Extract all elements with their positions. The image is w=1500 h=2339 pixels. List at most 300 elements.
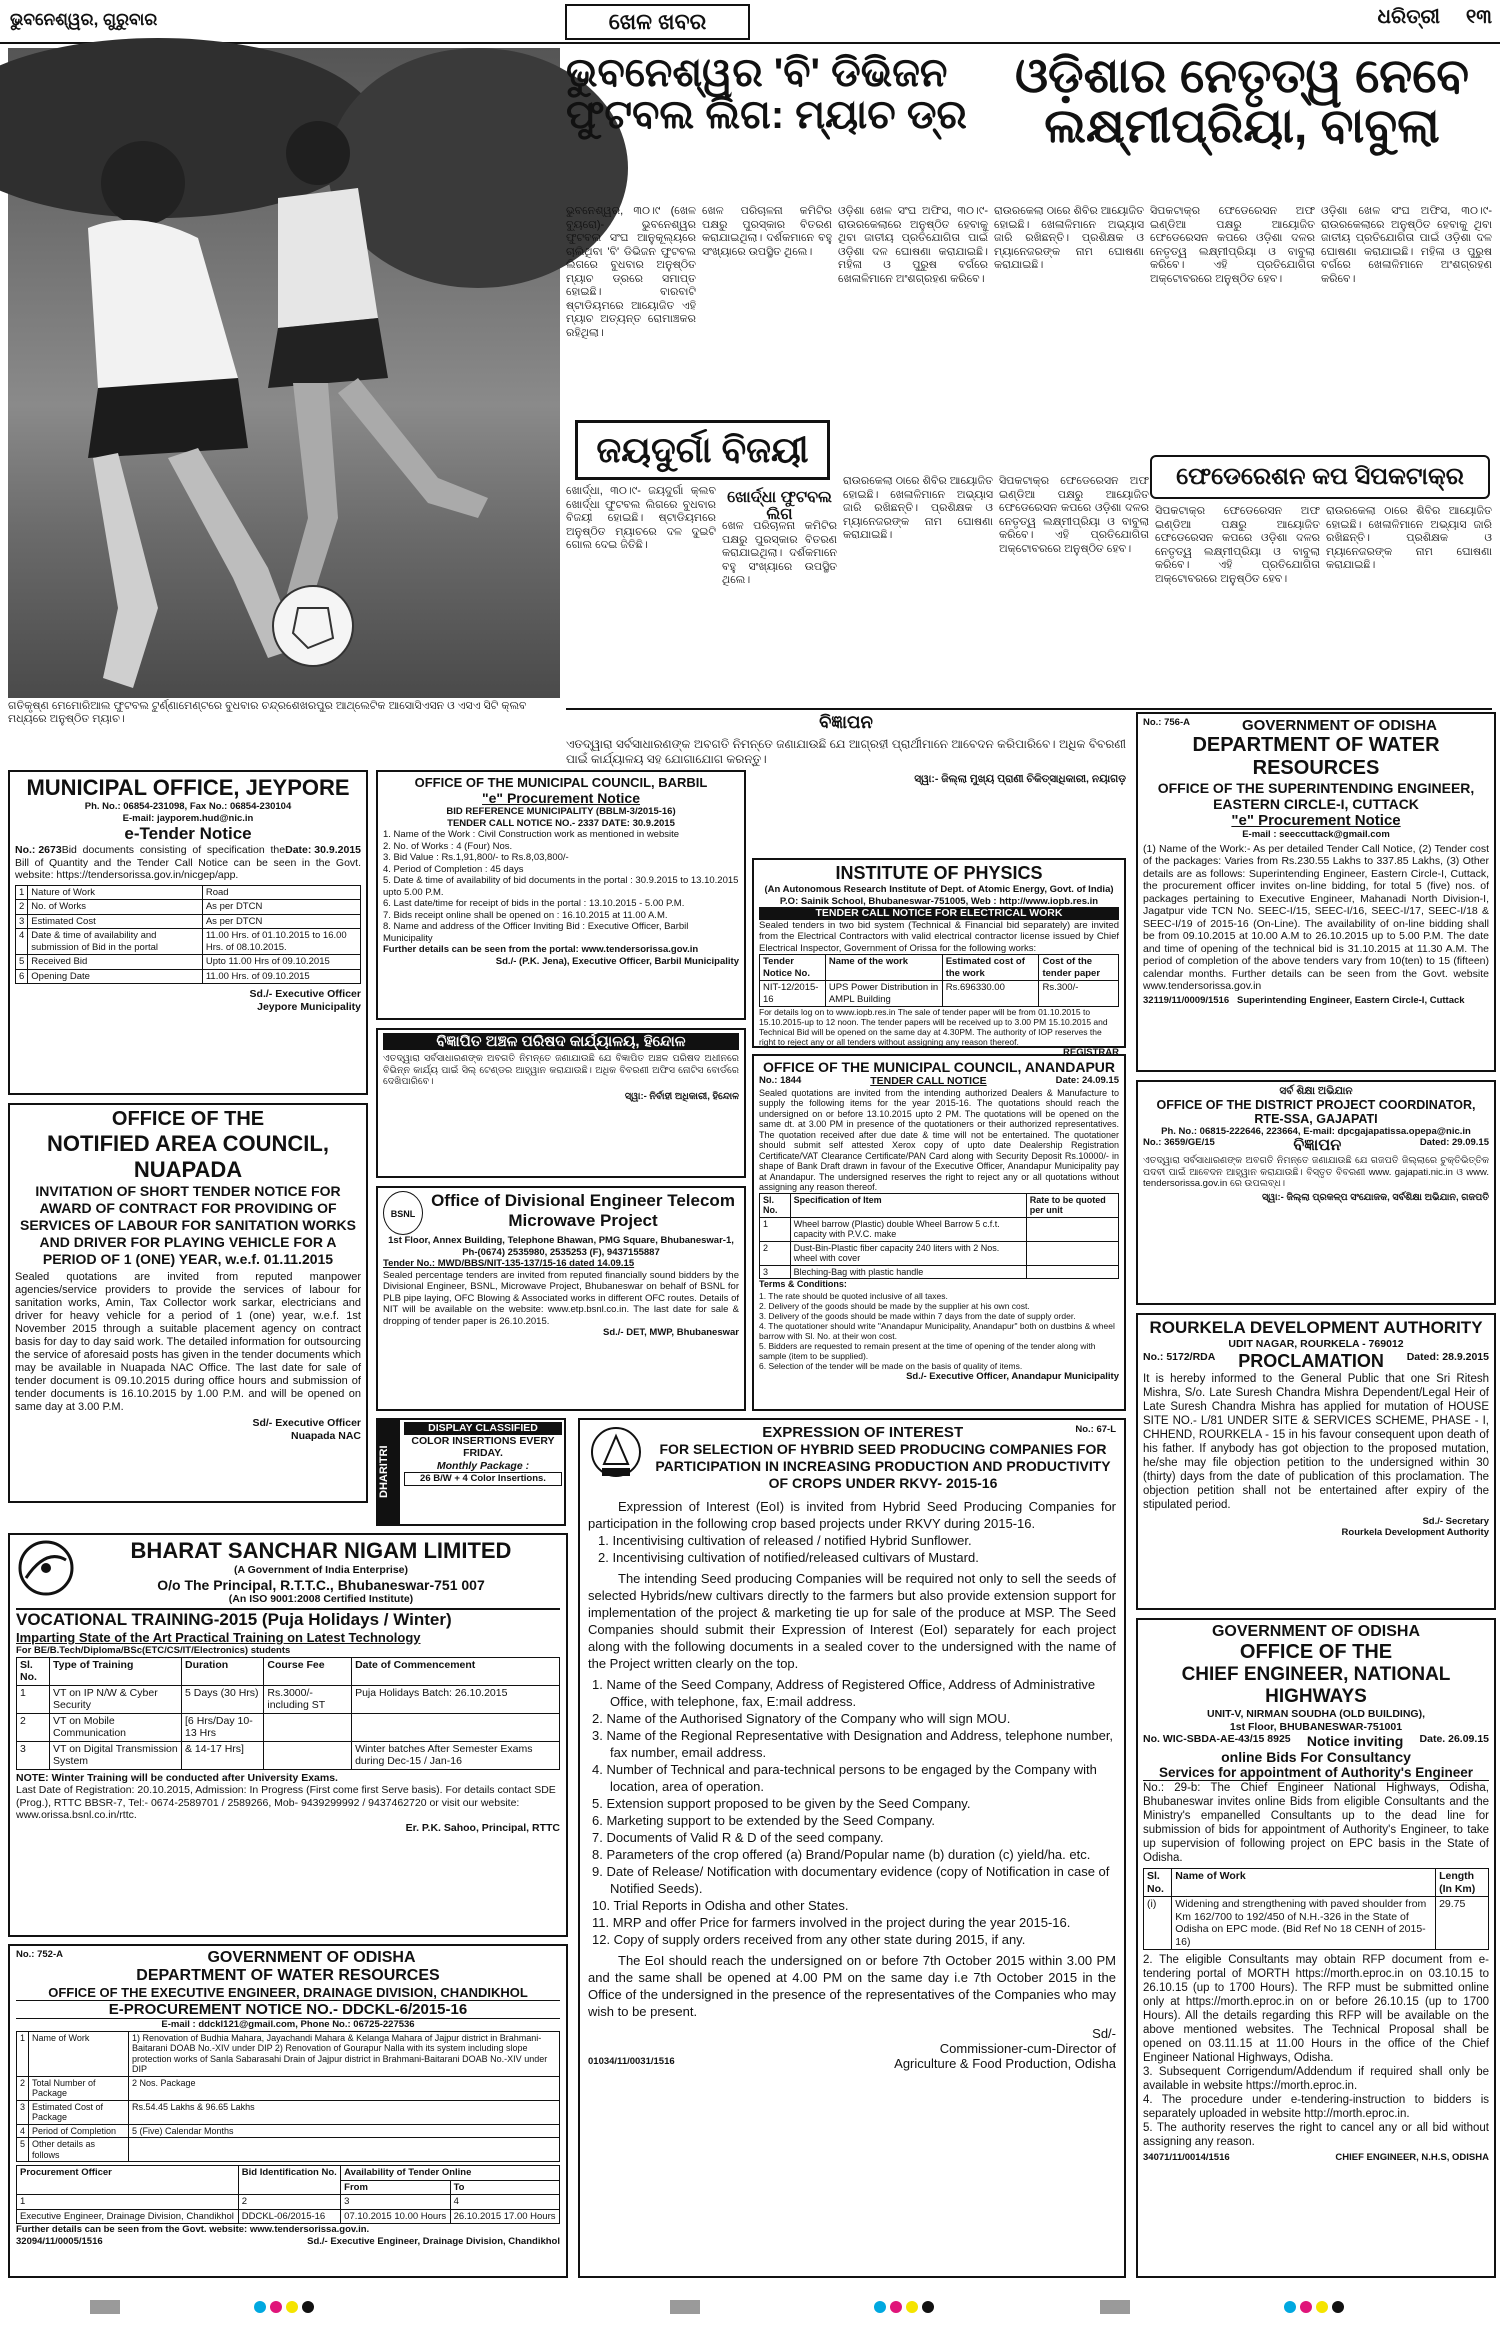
table-cell: 11.00 Hrs. of 09.10.2015: [202, 969, 360, 984]
ad-jeypore-municipality: [8, 770, 368, 1095]
eoi-title: EXPRESSION OF INTEREST: [762, 1424, 964, 1441]
notice-body: ଏତଦ୍ୱାରା ସର୍ବସାଧାରଣଙ୍କ ଅବଗତି ନିମନ୍ତେ ଜଣାଯାଉଛି ଯେ ବିଜ୍ଞାପିତ ଅଞ୍ଚଳ ପରିଷଦ ଅଧୀନରେ ବିଭିନ୍ନ କାର୍ଯ୍ୟ ପାଇଁ ସିଲ୍ ଟେଣ୍ଡର ଆହ୍ୱାନ କରାଯାଉଛି। ଅଧିକ ବିବରଣୀ ଅଫିସ ନୋଟିସ ବୋର୍ଡରେ ଦେଖିପାରିବେ।: [383, 1053, 739, 1087]
col-header: Date of Commencement: [352, 1657, 560, 1685]
table-cell: & 14-17 Hrs]: [182, 1741, 264, 1769]
notice-heading-2: Services for appointment of Authority's Engineer: [1143, 1765, 1489, 1781]
office-title: OFFICE OF THE DISTRICT PROJECT COORDINATOR, RTE-SSA, GAJAPATI: [1156, 1097, 1476, 1126]
col-header: Estimated cost of the work: [942, 955, 1039, 981]
table-cell: [6 Hrs/Day 10-13 Hrs: [182, 1713, 264, 1741]
article-fed-col2: ରାଉରକେଲା ଠାରେ ଶିବିର ଆୟୋଜିତ ହୋଇଛି। ଖେଳାଳିମାନେ ଅଭ୍ୟାସ ଜାରି ରଖିଛନ୍ତି। ପ୍ରଶିକ୍ଷକ ଓ ମ୍ୟାନେଜରଙ୍କ ନାମ ଘୋଷଣା କରାଯାଇଛି।: [1326, 505, 1492, 571]
headline-bbsr-league: ଭୁବନେଶ୍ୱର 'ବି' ଡିଭିଜନ ଫୁଟବଲ ଲିଗ: ମ୍ୟାଚ ଡ୍ର: [566, 51, 967, 137]
page-date: ଭୁବନେଶ୍ୱର, ଗୁରୁବାର: [10, 10, 158, 29]
notice-number: No.: 67-L: [1075, 1424, 1116, 1435]
color-dot: [890, 2301, 902, 2313]
ad-dharitri-display: [376, 1418, 566, 1526]
table-cell: [264, 1713, 352, 1741]
govt-title: GOVERNMENT OF ODISHA: [207, 1949, 416, 1966]
list-item: 5. The authority reserves the right to cancel any or all bid without assigning any reason.: [1143, 2122, 1489, 2148]
headline-jayadurga: ଜୟଦୁର୍ଗା ବିଜୟୀ: [575, 420, 830, 480]
table-cell: [1026, 1217, 1118, 1241]
notice-type: TENDER CALL NOTICE: [870, 1075, 987, 1087]
notice-number: No.: 2673: [15, 844, 62, 856]
list-item: 2. The eligible Consultants may obtain RFP document from e-tendering portal of MORTH https://morth.eproc.in on 03.10.15 to 26.10.15 (up to 1700 Hours). The RFP must be submitted online only at https://morth.eproc.in on or before 26.10.15 (up to 1700 Hours). All the details regarding this RFP will be available on the above mentioned websites. The Technical Proposal shall be opened on 03.11.15 at 11.00 Hours in the office of the Chief Engineer National Highways, Odisha.: [1143, 1954, 1489, 2064]
table-row: [760, 1241, 1119, 1265]
table-cell: Date & time of availability and submission of Bid in the portal: [28, 929, 203, 955]
institute-title: INSTITUTE OF PHYSICS: [835, 863, 1043, 883]
notice-date: Date. 26.09.15: [1419, 1733, 1489, 1745]
article-odisha-col4: ଓଡ଼ିଶା ଖେଳ ସଂଘ ଅଫିସ, ୩୦।୯- ରାଉରକେଲାରେ ଅନୁଷ୍ଠିତ ହେବାକୁ ଥିବା ଜାତୀୟ ପ୍ରତିଯୋଗିତା ପାଇଁ ଓଡ଼ିଶା ଦଳ ଘୋଷଣା କରାଯାଇଛି। ମହିଳା ଓ ପୁରୁଷ ବର୍ଗରେ ଖେଳାଳିମାନେ ଅଂଶଗ୍ରହଣ କରିବେ।: [1321, 205, 1492, 285]
table-cell: 3: [17, 2100, 29, 2124]
list-item: 6. Marketing support to be extended by the Seed Company.: [592, 1813, 936, 1828]
table-cell: 4: [450, 2195, 559, 2210]
notice-number: No.: 756-A: [1143, 717, 1190, 728]
signature-title: Sd/- Executive Officer: [252, 1417, 361, 1429]
bsnl-logo: BSNL: [383, 1191, 423, 1235]
table-cell: Period of Completion: [29, 2124, 129, 2138]
table-row: [17, 1685, 560, 1713]
color-dot: [302, 2301, 314, 2313]
office-address: 1st Floor, BHUBANESWAR-751001: [1229, 1720, 1403, 1733]
office-address: 1st Floor, Annex Building, Telephone Bhawan, PMG Square, Bhubaneswar-1, Ph-(0674) 2535980, 2535253 (F), 9437155887: [388, 1235, 734, 1258]
ssa-banner: ସର୍ବ ଶିକ୍ଷା ଅଭିଯାନ: [1279, 1085, 1353, 1097]
headline-federation-cup: ଫେଡେରେଶନ କପ ସିପକଟାକ୍ର: [1150, 455, 1490, 499]
table-cell: Puja Holidays Batch: 26.10.2015: [352, 1685, 560, 1713]
department-title: DEPARTMENT OF WATER RESOURCES: [1192, 734, 1440, 779]
office-title: OFFICE OF THE SUPERINTENDING ENGINEER, EASTERN CIRCLE-I, CUTTACK: [1157, 780, 1475, 812]
notice-type: "e" Procurement Notice: [482, 790, 640, 806]
table-cell: Estimated Cost: [28, 914, 203, 929]
table-row: [17, 2124, 560, 2138]
office-title: OFFICE OF THE EXECUTIVE ENGINEER, DRAINAGE DIVISION, CHANDIKHOL: [48, 1985, 528, 2000]
table-cell: 5: [16, 955, 28, 970]
list-item: 4. The procedure under e-tendering-instruction to bidders is separately uploaded in website http://morth.eproc.in.: [1143, 2094, 1489, 2120]
headline-khorda: ଖୋର୍ଦ୍ଧା ଫୁଟବଲ ଲିଗ: [727, 489, 832, 523]
table-cell: 4: [16, 929, 28, 955]
signature: Sd./- (P.K. Jena), Executive Officer, Barbil Municipality: [495, 955, 739, 967]
ref-number: 32094/11/0005/1516: [16, 2235, 103, 2247]
notice-number: No. WIC-SBDA-AE-43/15 8925: [1143, 1733, 1291, 1745]
headline-odisha-team: ଓଡ଼ିଶାର ନେତୃତ୍ୱ ନେବେ ଲକ୍ଷ୍ମୀପ୍ରିୟା, ବାବୁଲା: [1014, 50, 1470, 154]
table-cell: 2: [16, 900, 28, 915]
table-cell: Rs.696330.00: [942, 981, 1039, 1007]
ad-signature: ସ୍ୱା:- ଜିଲ୍ଲା ମୁଖ୍ୟ ପ୍ରାଣୀ ଚିକିତ୍ସାଧିକାରୀ, ନୟାଗଡ଼: [914, 773, 1126, 785]
football-players-illustration: [8, 48, 560, 698]
list-item: 6. Last date/time for receipt of bids in the portal : 13.10.2015 - 5.00 P.M.: [383, 898, 685, 909]
table-row: [760, 1265, 1119, 1279]
list-item: 3. Delivery of the goods should be made within 7 days from the date of supply order.: [759, 1310, 1076, 1321]
tender-call-notice: TENDER CALL NOTICE NO.- 2337 DATE: 30.9.2015: [447, 817, 675, 829]
col-header: Bid Identification No.: [238, 2166, 340, 2195]
signature: Sd./- Executive Officer, Anandapur Municipality: [906, 1370, 1119, 1382]
notice-items: [1143, 1953, 1489, 2149]
table-cell: 3: [341, 2195, 450, 2210]
table-cell: Widening and strengthening with paved shoulder from Km 162/700 to 192/450 of N.H.-326 in the State of Odisha on EPC mode. (Bid Ref No 18 CENH of 2015-16): [1172, 1897, 1436, 1950]
notice-heading: INVITATION OF SHORT TENDER NOTICE FOR AWARD OF CONTRACT FOR PROVIDING OF SERVICES OF LABOUR FOR SANITATION WORKS AND DRIVER FOR PLAYING VEHICLE FOR A PERIOD OF 1 (ONE) YEAR, w.e.f. 01.11.2015: [19, 1183, 356, 1267]
table-row: [17, 1741, 560, 1769]
newspaper-logo: ଧରିତ୍ରୀ: [1377, 6, 1440, 28]
table-cell: [264, 1741, 352, 1769]
list-item: 3. Subsequent Corrigendum/Addendum if required shall only be available in website https://morth.eproc.in.: [1143, 2066, 1489, 2092]
page-number: ୧୩: [1465, 6, 1492, 28]
col-header: Availability of Tender Online: [341, 2166, 560, 2181]
office-title-1: OFFICE OF THE: [111, 1108, 265, 1130]
list-item: 4. Period of Completion : 45 days: [383, 863, 524, 875]
note: NOTE: Winter Training will be conducted after University Exams.: [16, 1771, 338, 1784]
list-item: 8. Parameters of the crop offered (a) Brand/Popular name (b) duration (c) yield/ha. etc.: [592, 1847, 1091, 1862]
contact: E-mail : ddckl121@gmail.com, Phone No.: 06725-227536: [161, 2019, 415, 2030]
signature: REGISTRAR: [1063, 1047, 1119, 1058]
signature-office: Rourkela Development Authority: [1341, 1527, 1489, 1538]
table-cell: 1: [17, 2031, 29, 2076]
terms-title: Terms & Conditions:: [759, 1279, 847, 1289]
bid-reference: BID REFERENCE MUNICIPALITY (BBLM-3/2015-16): [446, 806, 676, 817]
signature: ସ୍ୱା:- ନିର୍ବାହୀ ଅଧିକାରୀ, ହିନ୍ଦୋଳ: [624, 1090, 739, 1102]
table-cell: Bleching-Bag with plastic handle: [790, 1265, 1026, 1279]
ad-hindol-nac: [376, 1028, 746, 1178]
table-cell: 3: [17, 1741, 50, 1769]
office-title: ବିଜ୍ଞାପିତ ଅଞ୍ଚଳ ପରିଷଦ କାର୍ଯ୍ୟାଳୟ, ହିନ୍ଦୋଳ: [383, 1033, 739, 1050]
notice-date: Dated: 28.9.2015: [1406, 1350, 1489, 1363]
table-cell: As per DTCN: [202, 914, 360, 929]
table-cell: Estimated Cost of Package: [29, 2100, 129, 2124]
list-item: 10. Trial Reports in Odisha and other States.: [592, 1898, 849, 1913]
table-cell: 29.75: [1436, 1897, 1489, 1950]
list-item: 5. Extension support proposed to be given by the Seed Company.: [592, 1796, 971, 1811]
table-cell: Road: [202, 885, 360, 900]
ad-title: DISPLAY CLASSIFIED: [404, 1422, 562, 1435]
work-table: [16, 2031, 560, 2163]
list-item: 5. Bidders are requested to remain present at the time of opening of the tender along with sample (item to be supplied).: [759, 1340, 1096, 1361]
notice-body: (1) Name of the Work:- As per detailed Tender Call Notice, (2) Tender cost of the packages: Varies from Rs.230.55 Lakhs to 337.85 Lakhs, (3) Other details are as follows: Superintending Engineer, Eastern Circle-I, Cuttack, the procurement officer invites on-line bidding, for total 5 (five) nos. of packages pertaining to Executive Engineer, Mahanadi North Division-I, Jagatpur vide TCN No. SEEC-I/15, SEEC-I/16, SEEC-I/17, SEEC-I/18 & SEEC-I/19 of 2015-16 (On-Line). The availability of on-line bidding shall be from 09.10.2015 at 10.00 A.M to 26.10.2015 up to 5.00 P.M. The date and time of opening of the technical bid is 31.10.2015 at 11.30 A.M. The period of completion of the above tenders vary from 10(ten) to 15 (fifteen) calendar months. Further details can be seen from the Govt. website www.tendersorissa.gov.in: [1143, 842, 1489, 992]
col-header: Sl. No.: [17, 1657, 50, 1685]
color-dot: [1284, 2301, 1296, 2313]
notice-type: E-PROCUREMENT NOTICE NO.- DDCKL-6/2015-16: [16, 2000, 560, 2019]
table-cell: [1026, 1265, 1118, 1279]
office-address: O/o The Principal, R.T.T.C., Bhubaneswar-751 007: [157, 1576, 485, 1593]
further-details: Further details can be seen from the portal: www.tendersorissa.gov.in: [383, 944, 699, 955]
table-cell: Nature of Work: [28, 885, 203, 900]
list-item: 1. Name of the Seed Company, Address of Registered Office, Address of Administrative Office, with telephone, fax, E:mail address.: [592, 1677, 1096, 1709]
signature-title: Sd./- Secretary: [1422, 1515, 1489, 1527]
ad-chandikhol-drainage: [8, 1944, 568, 2278]
table-cell: 1: [16, 885, 28, 900]
table-row: [17, 1713, 560, 1741]
notice-body: Sealed quotations are invited from the intending authorized Dealers & Manufacture to supply the following items for the year 2015-16. The quotations should reach the undersigned on or before 13.10.2015 upto 2 PM. The quotations will be opened on the same dt. at 3.00 PM in presence of the quotationers or their authorized representatives. The quotation received after due date & time will not be entertained. The quotationer should submit self attested Xerox copy of upto date Dealership Registration Certificate/VAT Clearance Certificate/PAN Card along with Security Deposit Rs.10000/- in shape of Bank Draft drawn in favour of the Executive Officer, Anandapur Municipality pay at Anandapur. The undersigned reserves the right to reject any or all quotations without assigning any reason thereof.: [759, 1087, 1119, 1192]
email: E-mail : seeccuttack@gmail.com: [1242, 829, 1390, 840]
table-cell: 5 (Five) Calendar Months: [129, 2124, 560, 2138]
list-item: 2. Name of the Authorised Signatory of the Company who will sign MOU.: [592, 1711, 1011, 1726]
table-cell: Executive Engineer, Drainage Division, Chandikhol: [17, 2209, 239, 2224]
notice-body: No.: 29-b: The Chief Engineer National Highways, Odisha, Bhubaneswar invites online Bids from eligible Consultants and the Ministry's empanelled Consultants up to the dead line for submission of bids for appointment of Authority's Engineer, to take up supervision of following project on EPC basis in the State of Odisha.: [1143, 1782, 1489, 1864]
signature-title: Sd./- Executive Officer: [249, 988, 361, 1000]
color-dot: [1316, 2301, 1328, 2313]
table-cell: UPS Power Distribution in AMPL Building: [825, 981, 942, 1007]
signature-block: [1143, 995, 1489, 1007]
notice-body: Sealed percentage tenders are invited from reputed financially sound bidders by the Divisional Engineer, BSNL, Microwave Project, Bhubaneswar on behalf of BSNL for PLB pipe laying, OFC Blowing & Associated works in different OFC routes. Details of NIT will be available on the website: www.etp.bsnl.co.in. The last date for sale & dropping of tender paper is 26.10.2015.: [383, 1269, 739, 1327]
signature: Er. P.K. Sahoo, Principal, RTTC: [405, 1821, 560, 1834]
eoi-deadline: The EoI should reach the undersigned on or before 7th October 2015 within 3.00 PM and the same shall be opened at 4.00 PM on the same day i.e 7th October 2015 in the Office of the undersigned in the presence of the representatives of the Companies who may wish to be present.: [588, 1953, 1116, 2019]
company-title: BHARAT SANCHAR NIGAM LIMITED: [130, 1538, 512, 1563]
print-registration-strip: [0, 2290, 1500, 2334]
section-title: ଖେଳ ଖବର: [565, 4, 750, 40]
color-dot: [906, 2301, 918, 2313]
table-cell: VT on IP N/W & Cyber Security: [50, 1685, 182, 1713]
table-cell: 2: [17, 2076, 29, 2100]
ad-bsnl-rttc: [8, 1533, 568, 1937]
table-cell: Received Bid: [28, 955, 203, 970]
notice-number: No.: 5172/RDA: [1143, 1350, 1216, 1363]
notice-number: No.: 1844: [759, 1075, 802, 1086]
ad-line-3: Monthly Package :: [436, 1459, 530, 1472]
list-item: 7. Bids receipt online shall be opened on : 16.10.2015 at 11.00 A.M.: [383, 909, 668, 921]
eligibility: For BE/B.Tech/Diploma/BSc(ETC/CS/IT/Electronics) students: [16, 1645, 291, 1656]
bsnl-logo-icon: [16, 1538, 76, 1598]
ad-expression-of-interest: [578, 1418, 1126, 2278]
signature: CHIEF ENGINEER, N.H.S, ODISHA: [1335, 2152, 1489, 2163]
table-cell: VT on Digital Transmission System: [50, 1741, 182, 1769]
list-item: 12. Copy of supply orders received from any other state during 2015, if any.: [592, 1932, 1026, 1947]
table-cell: Opening Date: [28, 969, 203, 984]
table-row: [17, 2100, 560, 2124]
ad-water-resources-cuttack: [1136, 712, 1496, 1072]
ad-title: ବିଜ୍ଞାପନ: [819, 712, 873, 732]
list-item: 4. Number of Technical and para-technical persons to be engaged by the Company with location, area of operation.: [592, 1762, 1097, 1794]
article-jay-col1: ଖୋର୍ଦ୍ଧା, ୩୦।୯- ଜୟଦୁର୍ଗା କ୍ଲବ ଖୋର୍ଦ୍ଧା ଫୁଟବଲ ଲିଗରେ ବୁଧବାର ବିଜୟୀ ହୋଇଛି। ଷ୍ଟାଡିୟମରେ ଅନୁଷ୍ଠିତ ମ୍ୟାଚରେ ଦଳ ଦୁଇଟି ଗୋଲ ଦେଇ ଜିତିଛି।: [566, 485, 716, 551]
training-heading: VOCATIONAL TRAINING-2015 (Puja Holidays / Winter): [16, 1608, 560, 1630]
table-cell: Rs.54.45 Lakhs & 96.65 Lakhs: [129, 2100, 560, 2124]
table-cell: 2 Nos. Package: [129, 2076, 560, 2100]
phone: Ph. No.: 06854-231098, Fax No.: 06854-230104: [84, 801, 292, 812]
notice-body: Bid documents consisting of specification the Bill of Quantity and the Tender Call Notice can be seen in the Govt. website: https://tendersorissa.gov.in/nicgep/app.: [15, 844, 361, 881]
article-odisha-col6: ସିପକଟାକ୍ର ଫେଡେରେସନ ଅଫ ଇଣ୍ଡିଆ ପକ୍ଷରୁ ଆୟୋଜିତ ଫେଡେରେସନ କପରେ ଓଡ଼ିଶା ଦଳର ନେତୃତ୍ୱ ଲକ୍ଷ୍ମୀପ୍ରିୟା ଓ ବାବୁଲା କରିବେ। ଏହି ପ୍ରତିଯୋଗିତା ଅକ୍ଟୋବରରେ ଅନୁଷ୍ଠିତ ହେବ।: [999, 475, 1149, 555]
notice-number: No.: 752-A: [16, 1949, 63, 1960]
table-cell: 5 Days (30 Hrs): [182, 1685, 264, 1713]
table-row: [16, 929, 361, 955]
table-cell: (i): [1144, 1897, 1172, 1950]
col-header: Tender Notice No.: [760, 955, 826, 981]
signature: ସ୍ୱା:- ଜିଲ୍ଲା ପ୍ରକଳ୍ପ ସଂଯୋଜକ, ସର୍ବଶିକ୍ଷା ଅଭିଯାନ, ଗଜପତି: [1261, 1191, 1489, 1203]
list-item: 7. Documents of Valid R & D of the seed company.: [592, 1830, 884, 1845]
grey-tile: [670, 2300, 700, 2314]
institute-address: P.O: Sainik School, Bhubaneswar-751005, Web : http://www.iopb.res.in: [779, 895, 1099, 907]
project-table: [1143, 1868, 1489, 1950]
company-subtitle: (A Government of India Enterprise): [233, 1564, 409, 1576]
notice-date: Dated: 29.09.15: [1419, 1137, 1489, 1148]
office-unit: UNIT-V, NIRMAN SOUDHA (OLD BUILDING),: [1207, 1708, 1425, 1720]
list-item: 1. The rate should be quoted inclusive of all taxes.: [759, 1290, 948, 1301]
list-item: 4. The quotationer should write "Anandapur Municipality, Anandapur" both on dustbins & wheel barrow with Sl. No. at their won cost.: [759, 1320, 1115, 1341]
col-header: Specification of Item: [790, 1193, 1026, 1217]
table-cell: 6: [16, 969, 28, 984]
table-cell: 5: [17, 2138, 29, 2162]
ad-body: ଏତଦ୍ୱାରା ସର୍ବସାଧାରଣଙ୍କ ଅବଗତି ନିମନ୍ତେ ଜଣାଯାଉଛି ଯେ ଆଗ୍ରହୀ ପ୍ରାର୍ଥୀମାନେ ଆବେଦନ କରିପାରିବେ। ଅଧିକ ବିବରଣୀ ପାଇଁ କାର୍ଯ୍ୟାଳୟ ସହ ଯୋଗାଯୋଗ କରନ୍ତୁ।: [566, 737, 1126, 766]
article-odisha-col3: ସିପକଟାକ୍ର ଫେଡେରେସନ ଅଫ ଇଣ୍ଡିଆ ପକ୍ଷରୁ ଆୟୋଜିତ ଫେଡେରେସନ କପରେ ଓଡ଼ିଶା ଦଳର ନେତୃତ୍ୱ ଲକ୍ଷ୍ମୀପ୍ରିୟା ଓ ବାବୁଲା କରିବେ। ଏହି ପ୍ରତିଯୋଗିତା ଅକ୍ଟୋବରରେ ଅନୁଷ୍ଠିତ ହେବ।: [1150, 205, 1315, 285]
ad-anandapur-municipality: [752, 1054, 1126, 1411]
list-item: 1. Name of the Work : Civil Construction work as mentioned in website: [383, 829, 680, 840]
table-cell: As per DTCN: [202, 900, 360, 915]
table-cell: No. of Works: [28, 900, 203, 915]
table-cell: 2: [238, 2195, 340, 2210]
color-dot: [254, 2301, 266, 2313]
ad-barbil-municipality: [376, 770, 746, 1020]
table-row: [760, 1217, 1119, 1241]
notice-body: It is hereby informed to the General Public that one Sri Ritesh Mishra, S/o. Late Suresh Chandra Mishra Dependent/Legal Heir of Late Suresh Chandra Mishra has applied for mutation of HOUSE SITE NO.- L/81 UNDER SITE & SERVICES SCHEME, PHASE - I, CHHEND, ROURKELA - 15 in his favour consequent upon death of his father. If anybody has got objection to the proposed mutation, he/she may file objection petition to the undersigned within 30 (thirty) days from the date of publication of this proclamation. The objection petition shall not be entertained after expiry of the stipulated period.: [1143, 1372, 1489, 1511]
col-header: Sl. No.: [1144, 1869, 1172, 1897]
table-cell: 2: [760, 1241, 791, 1265]
eoi-requirements: The intending Seed producing Companies will be required not only to sell the seeds of selected Hybrids/new cultivars directly to the farmers but also provide extension support for implementation of the project & marketing tie up for sale of the produce at MSP. The Seed Companies should submit their Expression of Interest (EoI) separately for each project along with the following documents in a sealed cover to the undersigned with the name of the Project written clearly on the top.: [588, 1571, 1116, 1671]
tender-table: [15, 885, 361, 985]
divider: [566, 708, 1492, 710]
table-cell: Rs.3000/- including ST: [264, 1685, 352, 1713]
col-header: Length (In Km): [1436, 1869, 1489, 1897]
list-item: 9. Date of Release/ Notification with documentary evidence (copy of Notification in case of Notified Seeds).: [592, 1864, 1110, 1896]
col-header: Sl. No.: [760, 1193, 791, 1217]
list-item: 8. Name and address of the Officer Inviting Bid : Executive Officer, Barbil Municipality: [383, 921, 689, 944]
table-cell: Total Number of Package: [29, 2076, 129, 2100]
signature: Superintending Engineer, Eastern Circle-I, Cuttack: [1237, 994, 1465, 1006]
color-dot: [874, 2301, 886, 2313]
photo-caption: ଗତିକୃଷ୍ଣ ମେମୋରିଆଲ ଫୁଟବଲ ଟୁର୍ଣ୍ଣାମେଣ୍ଟରେ ବୁଧବାର ଚନ୍ଦ୍ରଶେଖରପୁର ଆଥ୍ଲେଟିକ ଆସୋସିଏସନ ଓ ଏସଏ ସିଟି କ୍ଲବ ମଧ୍ୟରେ ଅନୁଷ୍ଠିତ ମ୍ୟାଚ।: [8, 700, 527, 725]
table-row: [16, 914, 361, 929]
odisha-emblem-icon: [588, 1424, 644, 1484]
list-item: 2. No. of Works : 4 (Four) Nos.: [383, 840, 513, 852]
table-cell: 07.10.2015 10.00 Hours: [341, 2209, 450, 2224]
table-cell: Name of Work: [29, 2031, 129, 2076]
eoi-signature-2: Commissioner-cum-Director of: [939, 2041, 1116, 2056]
signature: Sd./- Executive Engineer, Drainage Division, Chandikhol: [307, 2235, 560, 2247]
department-title: DEPARTMENT OF WATER RESOURCES: [136, 1967, 440, 1984]
govt-title: GOVERNMENT OF ODISHA: [1211, 1623, 1420, 1640]
color-dot: [286, 2301, 298, 2313]
office-title: OFFICE OF THE MUNICIPAL COUNCIL, BARBIL: [414, 775, 708, 790]
iso-certification: (An ISO 9001:2008 Certified Institute): [228, 1592, 414, 1605]
signature: Sd./- DET, MWP, Bhubaneswar: [602, 1327, 739, 1338]
list-item: 3. Name of the Regional Representative with Designation and Address, telephone number, fax number, email address.: [592, 1728, 1114, 1760]
table-cell: 3: [760, 1265, 791, 1279]
col-header: Course Fee: [264, 1657, 352, 1685]
ad-nuapada-nac: [8, 1103, 368, 1503]
notice-type: TENDER CALL NOTICE FOR ELECTRICAL WORK: [759, 907, 1119, 920]
table-row: [17, 2076, 560, 2100]
table-cell: Wheel barrow (Plastic) double Wheel Barrow 5 c.f.t. capacity with P.V.C. make: [790, 1217, 1026, 1241]
item-table: [759, 1193, 1119, 1280]
ad-rourkela-development-authority: [1136, 1313, 1496, 1610]
signature-office: Nuapada NAC: [290, 1429, 361, 1442]
eoi-intro: Expression of Interest (EoI) is invited from Hybrid Seed Producing Companies for participation in the following crop based projects under RKVY during 2015-16.: [588, 1499, 1116, 1531]
list-item: 2. Incentivising cultivation of notified/released cultivars of Mustard.: [598, 1550, 979, 1565]
eoi-document-list: [588, 1676, 1116, 1948]
ad-bsnl-telecom: [376, 1186, 746, 1411]
table-row: [16, 955, 361, 970]
table-cell: Winter batches After Semester Exams during Dec-15 / Jan-16: [352, 1741, 560, 1769]
article-bbsr-col2: ଖେଳ ପରିଚାଳନା କମିଟିର ପକ୍ଷରୁ ପୁରସ୍କାର ବିତରଣ କରାଯାଇଥିଲା। ଦର୍ଶକମାନେ ବହୁ ସଂଖ୍ୟାରେ ଉପସ୍ଥିତ ଥିଲେ।: [702, 205, 832, 258]
notice-date: Date: 30.9.2015: [285, 844, 361, 856]
list-item: 5. Date & time of availability of bid documents in the portal : 30.9.2015 to 13.10.2015 upto 5.00 P.M.: [383, 875, 739, 898]
ad-line-2: COLOR INSERTIONS EVERY FRIDAY.: [411, 1434, 555, 1459]
table-cell: VT on Mobile Communication: [50, 1713, 182, 1741]
table-cell: DDCKL-06/2015-16: [238, 2209, 340, 2224]
table-row: [17, 2138, 560, 2162]
list-item: 3. Bid Value : Rs.1,91,800/- to Rs.8,03,800/-: [383, 852, 569, 863]
table-cell: 26.10.2015 17.00 Hours: [450, 2209, 559, 2224]
article-fed-col1: ସିପକଟାକ୍ର ଫେଡେରେସନ ଅଫ ଇଣ୍ଡିଆ ପକ୍ଷରୁ ଆୟୋଜିତ ଫେଡେରେସନ କପରେ ଓଡ଼ିଶା ଦଳର ନେତୃତ୍ୱ ଲକ୍ଷ୍ମୀପ୍ରିୟା ଓ ବାବୁଲା କରିବେ। ଏହି ପ୍ରତିଯୋଗିତା ଅକ୍ଟୋବରରେ ଅନୁଷ୍ଠିତ ହେବ।: [1155, 505, 1320, 585]
vertical-brand: DHARITRI: [378, 1420, 400, 1524]
notice-body: Sealed tenders in two bid system (Technical & Financial bid separately) are invited from the Electrical Contractors with valid electrical contractor license issued by Chief Electrical Inspector, Government of Orissa for the following works:: [759, 919, 1119, 954]
masthead: [0, 0, 1500, 44]
notice-type: e-Tender Notice: [124, 824, 252, 843]
notice-body: Sealed quotations are invited from reputed manpower agencies/service providers to provide the services of labour for sanitation works, Amin, Tax Collector work sarkar, electricians and driver for heavy vehicle for a period of 1 (one) year, w.e.f. 1st November 2015 through a suitable placement agency on contract basis for day to day said work. The detailed information for outsourcing the service of aforesaid posts has given in the tender documents which may be available in Nuapada NAC Office. The last date for sale of tender document is 09.10.2015 during office hours and submission of tender documents is 16.10.2015 by 1.00 P.M. and will be opened on same day at 3.00 P.M.: [15, 1271, 361, 1413]
table-cell: 3: [16, 914, 28, 929]
notice-date: Date: 24.09.15: [1055, 1075, 1119, 1086]
article-jay-col2: ଖେଳ ପରିଚାଳନା କମିଟିର ପକ୍ଷରୁ ପୁରସ୍କାର ବିତରଣ କରାଯାଇଥିଲା। ଦର୍ଶକମାନେ ବହୁ ସଂଖ୍ୟାରେ ଉପସ୍ଥିତ ଥିଲେ।: [722, 520, 837, 586]
grey-tile: [1100, 2300, 1130, 2314]
registration-details: Last Date of Registration: 20.10.2015, Admission: In Progress (First come first Serve basis). For details contact SDE (Prog.), RTTC BBSR-7, Tel:- 0674-2589701 / 2589266, Mob- 9439299992 / 9437462720 or visit our website: www.orissa.bsnl.co.in/rttc.: [16, 1784, 556, 1821]
list-item: 2. Delivery of the goods should be made by the supplier at his own cost.: [759, 1300, 1030, 1311]
notice-footer: For details log on to www.iopb.res.in The sale of tender paper will be from 01.10.2015 to 15.10.2015-up to 12 noon. The tender papers will be received up to 3.00 PM 15.10.2015 and Technical Bid will be opened on the same day at 4.30PM. The authority of IOP reserves the right to reject any or all tenders without assigning any reason thereof.: [759, 1007, 1108, 1047]
table-cell: 4: [17, 2124, 29, 2138]
office-title-1: OFFICE OF THE: [1239, 1641, 1393, 1663]
table-row: [16, 900, 361, 915]
office-title-2: NOTIFIED AREA COUNCIL, NUAPADA: [47, 1131, 329, 1182]
office-title: Office of Divisional Engineer Telecom Microwave Project: [431, 1191, 735, 1230]
institute-subtitle: (An Autonomous Research Institute of Dept. of Atomic Energy, Govt. of India): [764, 884, 1114, 895]
ad-national-highways: [1136, 1618, 1496, 2278]
list-item: 6. Selection of the tender will be made on the basis of quality of items.: [759, 1360, 1023, 1371]
color-dot: [1332, 2301, 1344, 2313]
color-dot: [1300, 2301, 1312, 2313]
grey-tile: [90, 2300, 120, 2314]
col-header: To: [450, 2180, 559, 2195]
further-details: Further details can be seen from the Govt. website: www.tendersorissa.gov.in.: [16, 2224, 370, 2235]
ad-line-4: 26 B/W + 4 Color Insertions.: [404, 1472, 562, 1486]
eoi-signature-3: Agriculture & Food Production, Odisha: [894, 2056, 1116, 2071]
col-header: Duration: [182, 1657, 264, 1685]
contact: Ph. No.: 06815-222646, 223664, E-mail: dpcgajapatissa.opepa@nic.in: [1161, 1125, 1471, 1137]
eoi-signature-1: Sd/-: [1092, 2026, 1116, 2041]
col-header: Rate to be quoted per unit: [1026, 1193, 1118, 1217]
ref-number: 01034/11/0031/1516: [588, 2056, 675, 2067]
training-subheading: Imparting State of the Art Practical Training on Latest Technology: [16, 1630, 421, 1645]
table-cell: 11.00 Hrs. of 01.10.2015 to 16.00 Hrs. of 08.10.2015.: [202, 929, 360, 955]
tender-number: Tender No.: MWD/BBS/NIT-135-137/15-16 dated 14.09.15: [383, 1258, 635, 1269]
office-title: ROURKELA DEVELOPMENT AUTHORITY: [1149, 1318, 1483, 1337]
table-cell: 1: [17, 1685, 50, 1713]
table-cell: [1026, 1241, 1118, 1265]
table-cell: Rs.300/-: [1039, 981, 1119, 1007]
table-row: [16, 885, 361, 900]
color-registration-marks: [0, 2290, 1500, 2334]
office-title: OFFICE OF THE MUNICIPAL COUNCIL, ANANDAPUR: [762, 1059, 1116, 1075]
col-header: Name of the work: [825, 955, 942, 981]
article-odisha-col1: ଓଡ଼ିଶା ଖେଳ ସଂଘ ଅଫିସ, ୩୦।୯- ରାଉରକେଲାରେ ଅନୁଷ୍ଠିତ ହେବାକୁ ଥିବା ଜାତୀୟ ପ୍ରତିଯୋଗିତା ପାଇଁ ଓଡ଼ିଶା ଦଳ ଘୋଷଣା କରାଯାଇଛି। ମହିଳା ଓ ପୁରୁଷ ବର୍ଗରେ ଖେଳାଳିମାନେ ଅଂଶଗ୍ରହଣ କରିବେ।: [838, 205, 988, 285]
table-cell: Dust-Bin-Plastic fiber capacity 240 liters with 2 Nos. wheel with cover: [790, 1241, 1026, 1265]
signature-office: Jeypore Municipality: [257, 1000, 361, 1013]
table-cell: 2: [17, 1713, 50, 1741]
work-description: 1) Renovation of Budhia Mahara, Jayachandi Mahara & Kelanga Mahara of Jajpur district in Brahmani-Baitarani DOAB No.-XIV under DIP 2) Renovation of Gourapur Nalla with its system including slope protection works of Sanla Sabarasahi Drain of Jajpur district in Brahmani-Baitarani DOAB No.-XIV under DIP: [129, 2031, 560, 2076]
ref-number: 32119/11/0009/1516: [1143, 994, 1230, 1006]
ref-number: 34071/11/0014/1516: [1143, 2152, 1230, 2163]
govt-title: GOVERNMENT OF ODISHA: [1241, 717, 1437, 734]
table-row: [16, 969, 361, 984]
office-address: UDIT NAGAR, ROURKELA - 769012: [1228, 1338, 1404, 1350]
article-odisha-col2: ରାଉରକେଲା ଠାରେ ଶିବିର ଆୟୋଜିତ ହୋଇଛି। ଖେଳାଳିମାନେ ଅଭ୍ୟାସ ଜାରି ରଖିଛନ୍ତି। ପ୍ରଶିକ୍ଷକ ଓ ମ୍ୟାନେଜରଙ୍କ ନାମ ଘୋଷଣା କରାଯାଇଛି।: [994, 205, 1144, 271]
table-cell: Upto 11.00 Hrs of 09.10.2015: [202, 955, 360, 970]
office-title: MUNICIPAL OFFICE, JEYPORE: [26, 775, 350, 800]
col-header: From: [341, 2180, 450, 2195]
eoi-subtitle: FOR SELECTION OF HYBRID SEED PRODUCING COMPANIES FOR PARTICIPATION IN INCREASING PRODUCTION AND PRODUCTIVITY OF CROPS UNDER RKVY- 2015-16: [655, 1441, 1111, 1491]
ad-gajapati-ssa: [1136, 1080, 1496, 1305]
office-title-2: CHIEF ENGINEER, NATIONAL HIGHWAYS: [1181, 1664, 1451, 1707]
